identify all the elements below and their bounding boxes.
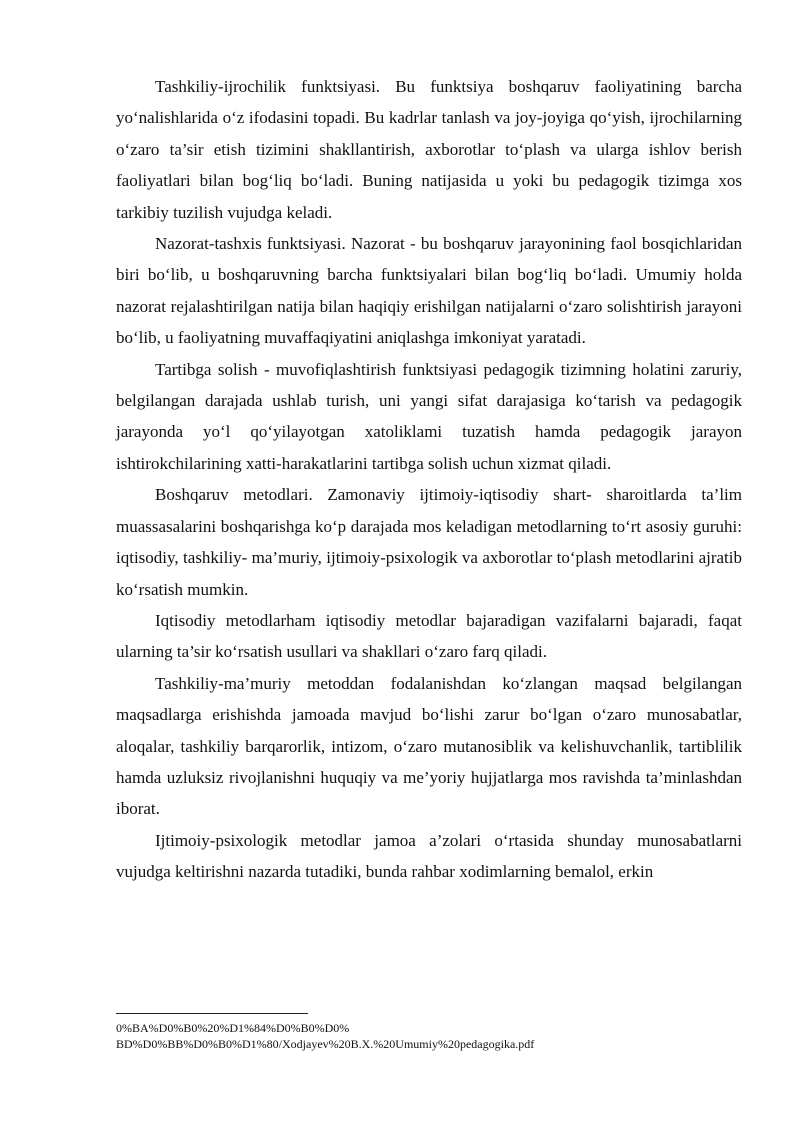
paragraph-socio-psychological-methods: Ijtimoiy-psixologik metodlar jamoa a’zolari o‘rtasida shunday munosabatlarni vujudga keltirishni nazarda tutadiki, bunda rahbar xodimlarning bemalol, erkin xyxy=(116,830,742,882)
footnote-line-1: 0%BA%D0%B0%20%D1%84%D0%B0%D0% xyxy=(116,1021,350,1035)
paragraph-control-function: Nazorat-tashxis funktsiyasi. Nazorat - bu boshqaruv jarayonining faol bosqichlaridan biri bo‘lib, u boshqaruvning barcha funktsiyalari bilan bog‘liq bo‘ladi. Umumiy holda nazorat rejalashtirilgan natija bilan haqiqiy erishilgan natijalarni o‘zaro solishtirish jarayoni bo‘lib, u faoliyatning muvaffaqiyatini aniqlashga imkoniyat yaratadi. xyxy=(116,234,742,348)
footnote xyxy=(116,1020,742,1052)
paragraph-regulation-function: Tartibga solish - muvofiqlashtirish funktsiyasi pedagogik tizimning holatini zaruriy, belgilangan darajada ushlab turish, uni yangi sifat darajasiga ko‘tarish va pedagogik jarayonda yo‘l qo‘yilayotgan xatoliklami tuzatish hamda pedagogik jarayon ishtirokchilarining xatti-harakatlarini tartibga solish uchun xizmat qiladi. xyxy=(116,359,742,473)
paragraph-management-methods: Boshqaruv metodlari. Zamonaviy ijtimoiy-iqtisodiy shart- sharoitlarda ta’lim muassasalarini boshqarishga ko‘p darajada mos keladigan metodlarning to‘rt asosiy guruhi: iqtisodiy, tashkiliy- ma’muriy, ijtimoiy-psixologik va axborotlar to‘plash metodlarini ajratib ko‘rsatish mumkin. xyxy=(116,485,742,599)
paragraph-organizational-function: Tashkiliy-ijrochilik funktsiyasi. Bu funktsiya boshqaruv faoliyatining barcha yo‘nalishlarida o‘z ifodasini topadi. Bu kadrlar tanlash va joy-joyiga qo‘yish, ijrochilarning o‘zaro ta’sir etish tizimini shakllantirish, axborotlar to‘plash va ularga ishlov berish faoliyatlari bilan bog‘liq bo‘ladi. Buning natijasida u yoki bu pedagogik tizimga xos tarkibiy tuzilish vujudga keladi. xyxy=(116,77,742,222)
paragraph-administrative-methods: Tashkiliy-ma’muriy metoddan fodalanishdan ko‘zlangan maqsad belgilangan maqsadlarga erishishda jamoada mavjud bo‘lishi zarur bo‘lgan o‘zaro munosabatlar, aloqalar, tashkiliy barqarorlik, intizom, o‘zaro mutanosiblik va kelishuvchanlik, tartiblilik hamda uzluksiz rivojlanishni huquqiy va me’yoriy hujjatlarga mos ravishda ta’minlashdan iborat. xyxy=(116,673,742,819)
footnote-divider xyxy=(116,1013,308,1014)
footnote-line-2: BD%D0%BB%D0%B0%D1%80/Xodjayev%20B.X.%20Umumiy%20pedagogika.pdf xyxy=(116,1037,535,1051)
body-text xyxy=(116,71,742,888)
paragraph-economic-methods: Iqtisodiy metodlarham iqtisodiy metodlar bajaradigan vazifalarni bajaradi, faqat ularning ta’sir ko‘rsatish usullari va shakllari o‘zaro farq qiladi. xyxy=(116,610,742,662)
